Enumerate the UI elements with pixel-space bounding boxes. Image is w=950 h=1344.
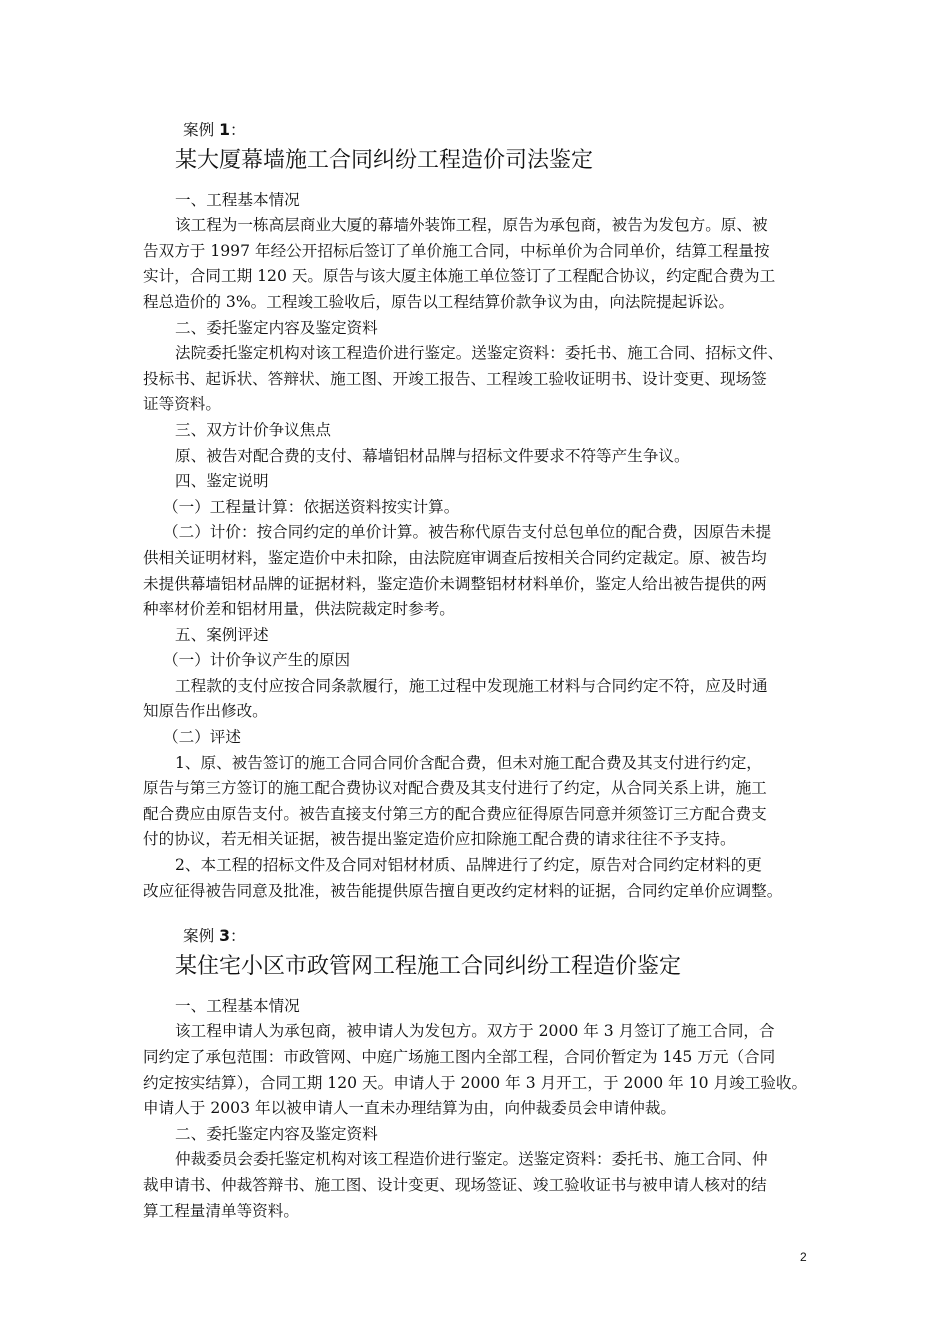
case1-text-line: 证等资料。 [143, 395, 221, 414]
case1-text-line: 知原告作出修改。 [143, 702, 268, 721]
case1-text-line: 工程款的支付应按合同条款履行，施工过程中发现施工材料与合同约定不符，应及时通 [175, 676, 768, 695]
page-content [143, 118, 808, 1224]
case3-label [143, 924, 808, 950]
case1-text-line: 程总造价的 3%。工程竣工验收后，原告以工程结算价款争议为由，向法院提起诉讼。 [143, 292, 735, 311]
case1-title: 某大厦幕墙施工合同纠纷工程造价司法鉴定 [175, 147, 594, 173]
case3-text-line: 算工程量清单等资料。 [143, 1201, 299, 1220]
case1-label-suffix: ： [230, 121, 246, 139]
case1-text-line: （一）计价争议产生的原因 [163, 651, 351, 670]
case3-label-suffix: ： [230, 927, 246, 946]
case1-text-line: （二）评述 [163, 728, 241, 747]
page-number: 2 [800, 1250, 807, 1264]
case1-text-line: （二）计价：按合同约定的单价计算。被告称代原告支付总包单位的配合费，因原告未提 [163, 523, 772, 542]
case1-text-line: 原、被告对配合费的支付、幕墙铝材品牌与招标文件要求不符等产生争议。 [175, 446, 690, 465]
case3-text-line: 申请人于 2003 年以被申请人一直未办理结算为由，向仲裁委员会申请仲裁。 [143, 1099, 677, 1118]
case1-text-line: 四、鉴定说明 [175, 472, 269, 491]
case1-text-line: 1、原、被告签订的施工合同合同价含配合费，但未对施工配合费及其支付进行约定， [175, 753, 762, 772]
case1-text-line: 实计，合同工期 120 天。原告与该大厦主体施工单位签订了工程配合协议，约定配合费为工 [143, 267, 776, 286]
case1-label-number: 1 [219, 121, 231, 139]
case3-text-line: 约定按实结算），合同工期 120 天。申请人于 2000 年 3 月开工，于 2000 年 10 月竣工验收。 [143, 1073, 808, 1092]
case3-text-line: 二、委托鉴定内容及鉴定资料 [175, 1124, 378, 1143]
case1-text-line: 二、委托鉴定内容及鉴定资料 [175, 318, 378, 337]
case1-text-line: 一、工程基本情况 [175, 190, 300, 209]
case1-text-line: 原告与第三方签订的施工配合费协议对配合费及其支付进行了约定，从合同关系上讲，施工 [143, 779, 767, 798]
case1-text-line: 付的协议，若无相关证据，被告提出鉴定造价应扣除施工配合费的请求往往不予支持。 [143, 830, 736, 849]
case3-text-line: 同约定了承包范围：市政管网、中庭广场施工图内全部工程，合同价暂定为 145 万元（合同 [143, 1048, 776, 1066]
case1-text-line: 供相关证明材料，鉴定造价中未扣除，由法院庭审调查后按相关合同约定裁定。原、被告均 [143, 548, 767, 567]
case3-text-line: 一、工程基本情况 [175, 996, 300, 1015]
case1-text-line: 配合费应由原告支付。被告直接支付第三方的配合费应征得原告同意并须签订三方配合费支 [143, 804, 767, 823]
case1-text-line: 种率材价差和铝材用量，供法院裁定时参考。 [143, 600, 455, 619]
case1-text-line: 五、案例评述 [175, 625, 269, 644]
case3-body [143, 994, 808, 1224]
case3-text-line: 仲裁委员会委托鉴定机构对该工程造价进行鉴定。送鉴定资料：委托书、施工合同、仲 [175, 1150, 768, 1169]
case1-label [143, 118, 808, 144]
case1-label-prefix: 案例 [183, 121, 215, 139]
case1-text-line: 告双方于 1997 年经公开招标后签订了单价施工合同，中标单价为合同单价，结算工程量按 [143, 241, 770, 260]
case3-label-prefix: 案例 [183, 927, 215, 946]
case1-text-line: 未提供幕墙铝材品牌的证据材料，鉴定造价未调整铝材材料单价，鉴定人给出被告提供的两 [143, 574, 767, 593]
case1-text-line: 法院委托鉴定机构对该工程造价进行鉴定。送鉴定资料：委托书、施工合同、招标文件、 [175, 344, 784, 363]
case1-text-line: 2、本工程的招标文件及合同对铝材材质、品牌进行了约定，原告对合同约定材料的更 [175, 856, 762, 875]
case3-text-line: 该工程申请人为承包商，被申请人为发包方。双方于 2000 年 3 月签订了施工合同，合 [175, 1022, 775, 1041]
case1-text-line: 投标书、起诉状、答辩状、施工图、开竣工报告、工程竣工验收证明书、设计变更、现场签 [143, 369, 767, 388]
case1-text-line: （一）工程量计算：依据送资料按实计算。 [163, 497, 460, 516]
case1-body [143, 188, 808, 905]
case3-title: 某住宅小区市政管网工程施工合同纠纷工程造价鉴定 [175, 953, 682, 979]
case3-text-line: 裁申请书、仲裁答辩书、施工图、设计变更、现场签证、竣工验收证书与被申请人核对的结 [143, 1175, 767, 1194]
case3-label-number: 3 [219, 927, 231, 946]
case1-text-line: 该工程为一栋高层商业大厦的幕墙外装饰工程，原告为承包商，被告为发包方。原、被 [175, 216, 768, 235]
case1-text-line: 三、双方计价争议焦点 [175, 420, 331, 439]
section-gap [143, 904, 808, 924]
case1-text-line: 改应征得被告同意及批准，被告能提供原告擅自更改约定材料的证据，合同约定单价应调整。 [143, 881, 783, 900]
